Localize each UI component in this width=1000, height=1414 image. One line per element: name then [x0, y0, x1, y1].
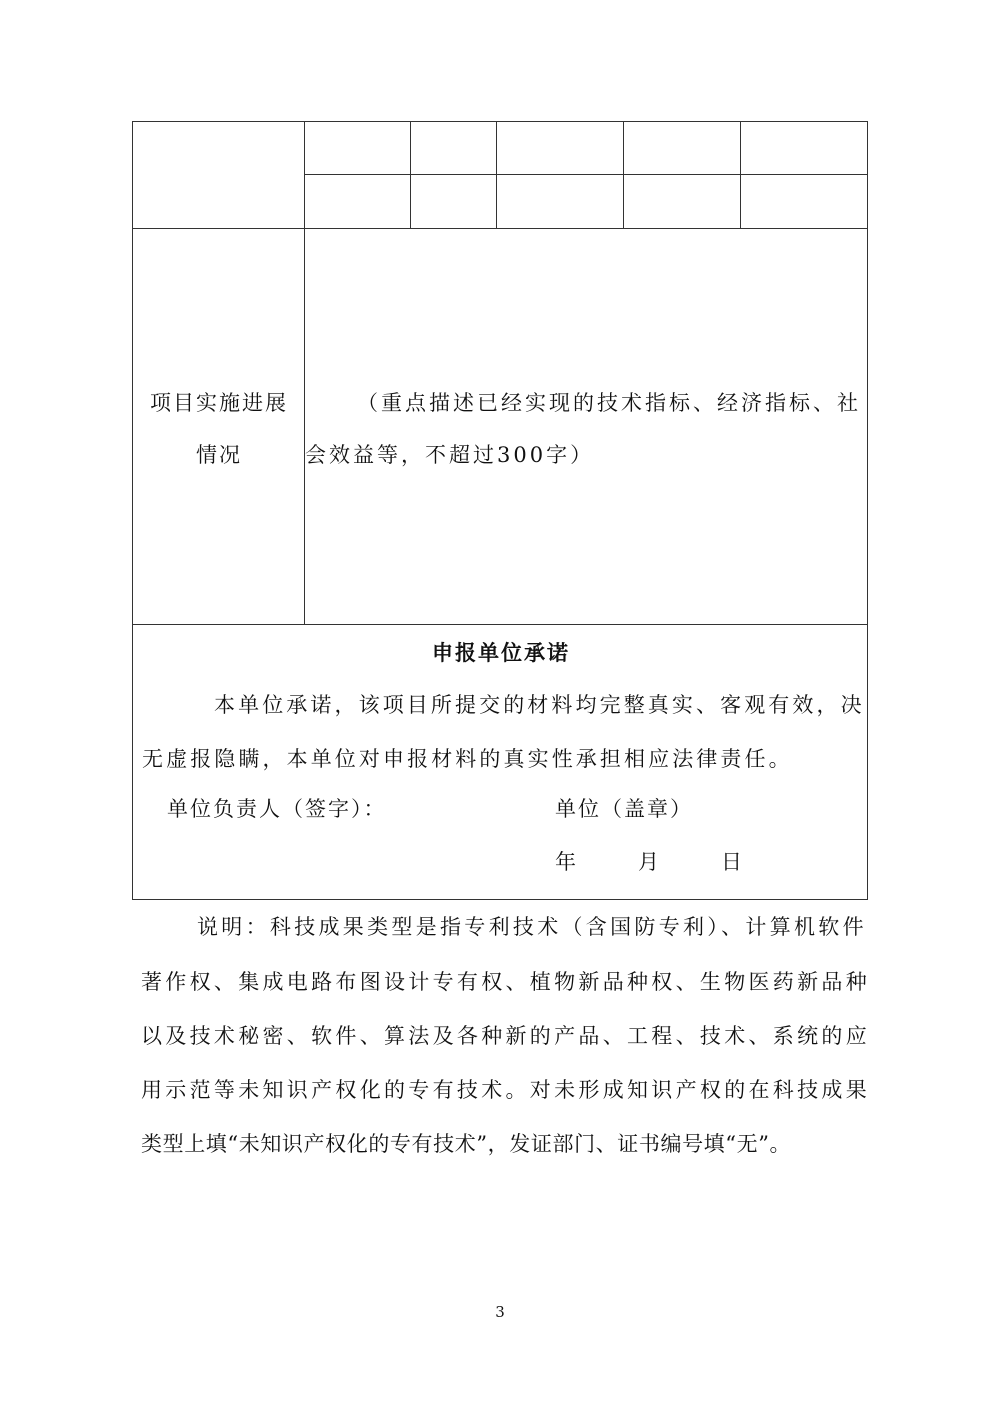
blank-cell[interactable]	[624, 122, 740, 174]
blank-cell[interactable]	[497, 175, 623, 228]
date-month-label: 月	[638, 850, 659, 874]
blank-cell[interactable]	[305, 122, 410, 174]
blank-cell[interactable]	[497, 122, 623, 174]
note-text: 说明：科技成果类型是指专利技术（含国防专利）、计算机软件	[197, 915, 867, 939]
row-divider	[133, 624, 868, 625]
progress-hint: 会效益等，不超过300字）	[305, 443, 595, 467]
leader-signature-label: 单位负责人（签字）：	[167, 797, 387, 821]
blank-cell[interactable]	[305, 175, 410, 228]
date-day-label: 日	[721, 850, 742, 874]
note-text: 类型上填“未知识产权化的专有技术”，发证部门、证书编号填“无”。	[141, 1132, 792, 1156]
pledge-title: 申报单位承诺	[432, 640, 570, 665]
blank-cell[interactable]	[133, 122, 304, 228]
blank-cell[interactable]	[624, 175, 740, 228]
pledge-text: 本单位承诺，该项目所提交的材料均完整真实、客观有效，决	[214, 693, 865, 717]
blank-cell[interactable]	[411, 175, 496, 228]
unit-seal-label: 单位（盖章）	[555, 797, 693, 821]
date-year-label: 年	[555, 850, 576, 874]
progress-label: 项目实施进展	[150, 391, 288, 415]
blank-cell[interactable]	[741, 122, 867, 174]
page-number: 3	[495, 1303, 505, 1321]
blank-cell[interactable]	[741, 175, 867, 228]
note-text: 以及技术秘密、软件、算法及各种新的产品、工程、技术、系统的应	[141, 1024, 870, 1048]
progress-description-field[interactable]	[305, 229, 867, 624]
application-form-table	[132, 121, 868, 900]
blank-cell[interactable]	[411, 122, 496, 174]
note-text: 著作权、集成电路布图设计专有权、植物新品种权、生物医药新品种	[141, 970, 870, 994]
pledge-text: 无虚报隐瞒，本单位对申报材料的真实性承担相应法律责任。	[142, 747, 793, 771]
note-text: 用示范等未知识产权化的专有技术。对未形成知识产权的在科技成果	[141, 1078, 870, 1102]
progress-hint: （重点描述已经实现的技术指标、经济指标、社	[357, 391, 861, 415]
progress-label: 情况	[196, 443, 242, 467]
